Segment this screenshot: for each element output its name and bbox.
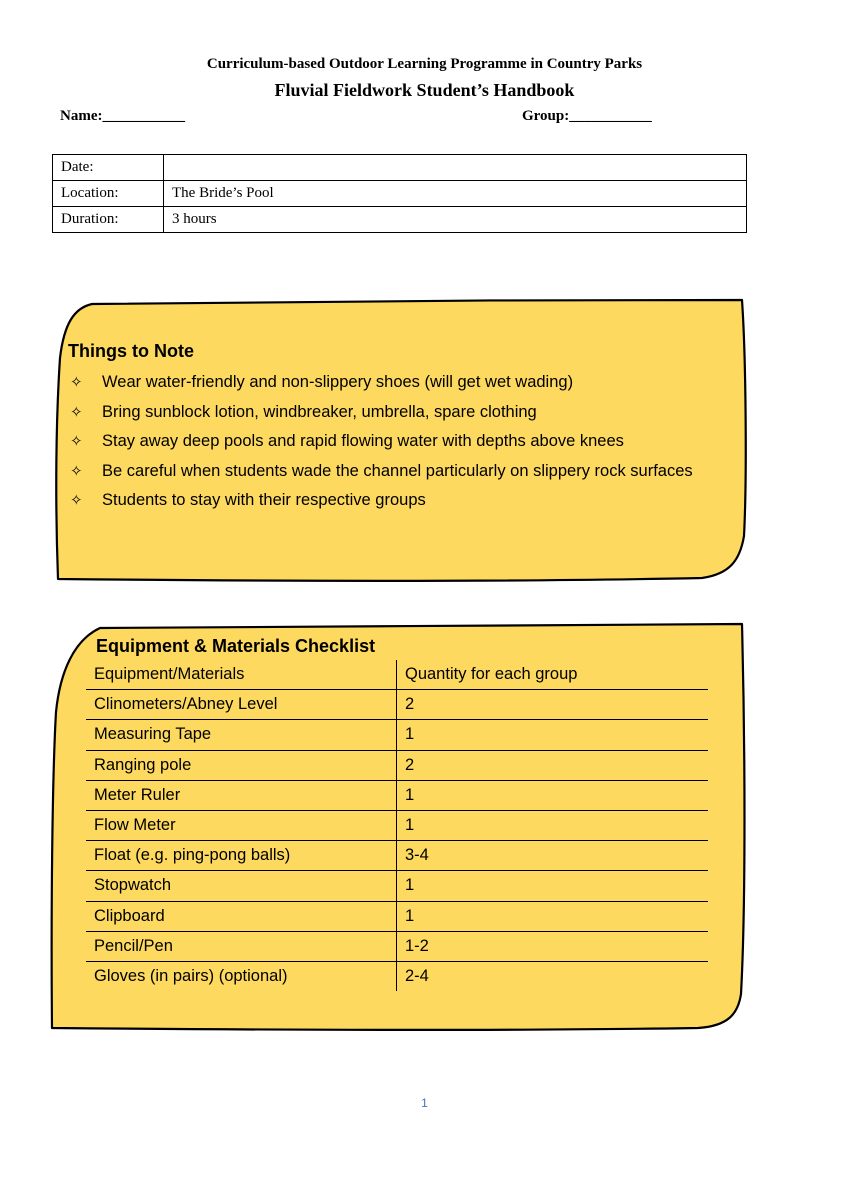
quantity-cell: 1 bbox=[397, 901, 709, 931]
star-bullet-icon: ✧ bbox=[70, 374, 83, 391]
table-row bbox=[86, 720, 708, 750]
equipment-cell: Meter Ruler bbox=[86, 780, 397, 810]
equipment-cell: Flow Meter bbox=[86, 810, 397, 840]
quantity-cell: 2 bbox=[397, 750, 709, 780]
equipment-cell: Clipboard bbox=[86, 901, 397, 931]
star-bullet-icon: ✧ bbox=[70, 433, 83, 450]
checklist-title: Equipment & Materials Checklist bbox=[96, 636, 376, 656]
checklist-header-row bbox=[86, 660, 708, 690]
table-row bbox=[86, 690, 708, 720]
equipment-cell: Float (e.g. ping-pong balls) bbox=[86, 841, 397, 871]
group-field-label: Group:___________ bbox=[522, 108, 652, 124]
table-row bbox=[86, 810, 708, 840]
info-label: Location: bbox=[53, 181, 164, 207]
equipment-cell: Ranging pole bbox=[86, 750, 397, 780]
column-header: Equipment/Materials bbox=[86, 660, 397, 690]
quantity-cell: 2-4 bbox=[405, 966, 429, 985]
note-item: ✧ Bring sunblock lotion, windbreaker, umbrella, spare clothing bbox=[68, 398, 722, 428]
info-value: 3 hours bbox=[164, 207, 747, 233]
quantity-cell: 1 bbox=[397, 780, 709, 810]
table-row bbox=[86, 901, 708, 931]
equipment-cell: Gloves (in pairs) (optional) bbox=[86, 961, 397, 991]
star-bullet-icon: ✧ bbox=[70, 462, 83, 480]
quantity-cell: 2 bbox=[397, 690, 709, 720]
info-label: Date: bbox=[53, 155, 164, 181]
name-field-label: Name:___________ bbox=[60, 108, 185, 124]
equipment-cell: Measuring Tape bbox=[86, 720, 397, 750]
equipment-cell: Clinometers/Abney Level bbox=[86, 690, 397, 720]
info-row-date bbox=[53, 155, 747, 181]
note-item: ✧ Stay away deep pools and rapid flowing water with depths above knees bbox=[68, 427, 722, 457]
info-row-duration bbox=[53, 207, 747, 233]
note-item: ✧ Students to stay with their respective groups bbox=[68, 486, 722, 516]
equipment-cell: Stopwatch bbox=[86, 871, 397, 901]
table-row bbox=[86, 841, 708, 871]
info-row-location bbox=[53, 181, 747, 207]
table-row bbox=[86, 750, 708, 780]
note-item: ✧ Wear water-friendly and non-slippery shoes (will get wet wading) bbox=[68, 368, 722, 398]
quantity-cell: 1 bbox=[397, 871, 709, 901]
quantity-cell: 1-2 bbox=[397, 931, 709, 961]
info-label: Duration: bbox=[53, 207, 164, 233]
info-table bbox=[52, 154, 747, 233]
star-bullet-icon: ✧ bbox=[70, 492, 83, 509]
equipment-checklist-box bbox=[48, 622, 748, 1032]
star-bullet-icon: ✧ bbox=[70, 403, 83, 421]
page-number: 1 bbox=[421, 1096, 428, 1110]
quantity-cell: 1 bbox=[397, 810, 709, 840]
column-header: Quantity for each group bbox=[397, 660, 709, 690]
checklist-table bbox=[86, 660, 708, 991]
notes-title: Things to Note bbox=[68, 341, 194, 361]
things-to-note-box bbox=[52, 298, 748, 582]
table-row bbox=[86, 871, 708, 901]
quantity-cell: 1 bbox=[397, 720, 709, 750]
quantity-cell: 3-4 bbox=[397, 841, 709, 871]
info-value bbox=[164, 155, 747, 181]
programme-subtitle: Curriculum-based Outdoor Learning Programme in Country Parks bbox=[206, 56, 643, 72]
equipment-cell: Pencil/Pen bbox=[86, 931, 397, 961]
info-value: The Bride’s Pool bbox=[164, 181, 747, 207]
table-row bbox=[86, 780, 708, 810]
note-item: ✧ Be careful when students wade the channel particularly on slippery rock surfaces bbox=[68, 457, 722, 487]
notes-list bbox=[68, 368, 722, 516]
table-row bbox=[86, 961, 708, 991]
handbook-title: Fluvial Fieldwork Student’s Handbook bbox=[274, 80, 575, 100]
table-row bbox=[86, 931, 708, 961]
